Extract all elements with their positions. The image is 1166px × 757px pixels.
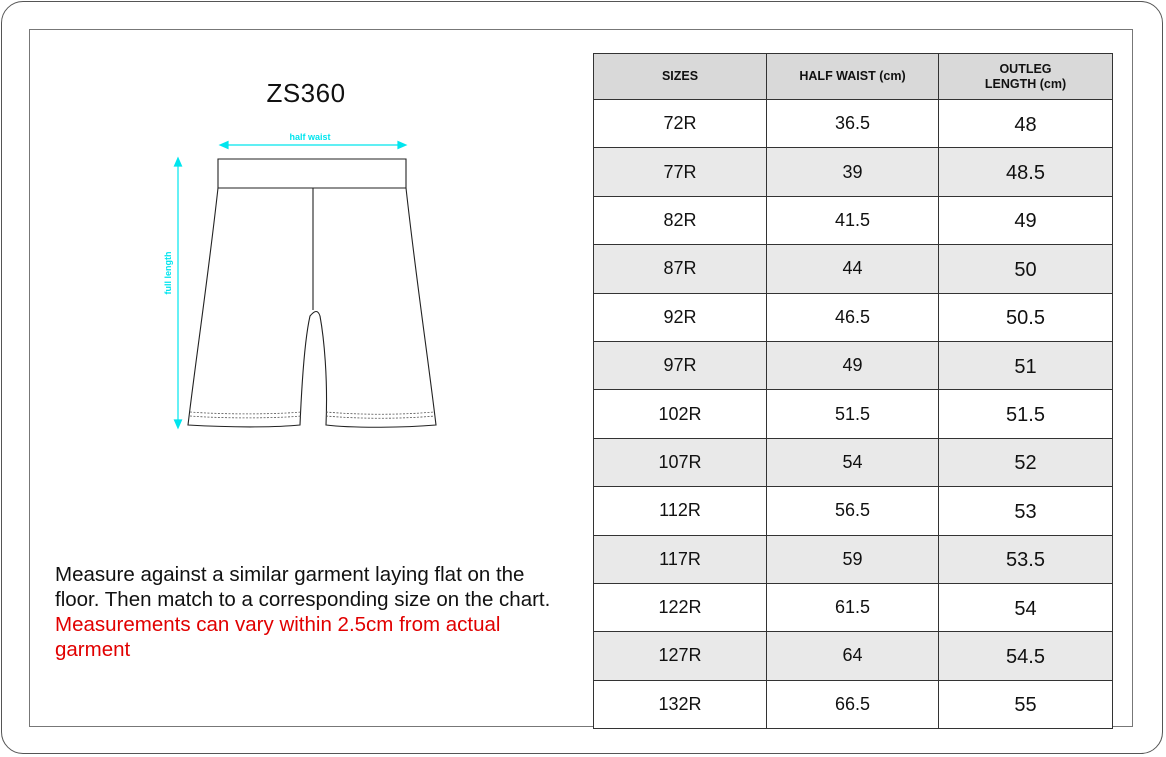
cell-waist: 51.5 — [767, 390, 939, 438]
cell-size: 107R — [594, 438, 767, 486]
cell-waist: 54 — [767, 438, 939, 486]
header-outleg-line1: OUTLEG — [999, 61, 1052, 76]
cell-outleg: 51 — [939, 341, 1113, 389]
warning-text: Measurements can vary within 2.5cm from actual garment — [55, 613, 501, 661]
table-row — [594, 293, 1113, 341]
cell-size: 117R — [594, 535, 767, 583]
table-header-row — [594, 54, 1113, 100]
cell-waist: 59 — [767, 535, 939, 583]
table-row — [594, 583, 1113, 631]
shorts-diagram — [150, 128, 450, 438]
cell-waist: 49 — [767, 341, 939, 389]
note-text: Measure against a similar garment laying flat on the floor. Then match to a corresponding size on the chart. — [55, 563, 551, 611]
cell-waist: 66.5 — [767, 680, 939, 728]
cell-outleg: 49 — [939, 196, 1113, 244]
table-row — [594, 535, 1113, 583]
table-row — [594, 632, 1113, 680]
cell-outleg: 48 — [939, 100, 1113, 148]
table-row — [594, 680, 1113, 728]
shorts-outline — [188, 159, 436, 427]
cell-outleg: 53 — [939, 487, 1113, 535]
cell-waist: 61.5 — [767, 583, 939, 631]
cell-outleg: 50 — [939, 245, 1113, 293]
product-code: ZS360 — [266, 78, 346, 108]
table-row — [594, 196, 1113, 244]
cell-outleg: 48.5 — [939, 148, 1113, 196]
half-waist-arrow — [220, 142, 406, 149]
cell-size: 132R — [594, 680, 767, 728]
cell-waist: 56.5 — [767, 487, 939, 535]
header-half-waist: HALF WAIST (cm) — [767, 54, 939, 100]
cell-outleg: 53.5 — [939, 535, 1113, 583]
cell-size: 97R — [594, 341, 767, 389]
cell-waist: 39 — [767, 148, 939, 196]
cell-size: 82R — [594, 196, 767, 244]
cell-outleg: 55 — [939, 680, 1113, 728]
table-row — [594, 487, 1113, 535]
cell-size: 122R — [594, 583, 767, 631]
full-length-arrow — [175, 158, 182, 428]
header-outleg-length — [939, 54, 1113, 100]
table-row — [594, 341, 1113, 389]
cell-size: 72R — [594, 100, 767, 148]
cell-size: 127R — [594, 632, 767, 680]
cell-waist: 41.5 — [767, 196, 939, 244]
cell-size: 77R — [594, 148, 767, 196]
header-outleg-line2: LENGTH (cm) — [984, 76, 1067, 91]
table-row — [594, 390, 1113, 438]
cell-waist: 46.5 — [767, 293, 939, 341]
table-row — [594, 100, 1113, 148]
table-body — [594, 100, 1113, 729]
full-length-label: full length — [163, 251, 173, 295]
table-row — [594, 245, 1113, 293]
size-chart-table — [593, 53, 1113, 729]
cell-size: 87R — [594, 245, 767, 293]
header-sizes: SIZES — [594, 54, 767, 100]
cell-size: 112R — [594, 487, 767, 535]
cell-waist: 64 — [767, 632, 939, 680]
cell-outleg: 52 — [939, 438, 1113, 486]
cell-outleg: 50.5 — [939, 293, 1113, 341]
table-row — [594, 148, 1113, 196]
cell-outleg: 51.5 — [939, 390, 1113, 438]
cell-outleg: 54 — [939, 583, 1113, 631]
half-waist-label: half waist — [289, 132, 331, 142]
table-row — [594, 438, 1113, 486]
cell-size: 102R — [594, 390, 767, 438]
cell-size: 92R — [594, 293, 767, 341]
cell-waist: 36.5 — [767, 100, 939, 148]
cell-outleg: 54.5 — [939, 632, 1113, 680]
measuring-note — [55, 562, 555, 662]
cell-waist: 44 — [767, 245, 939, 293]
